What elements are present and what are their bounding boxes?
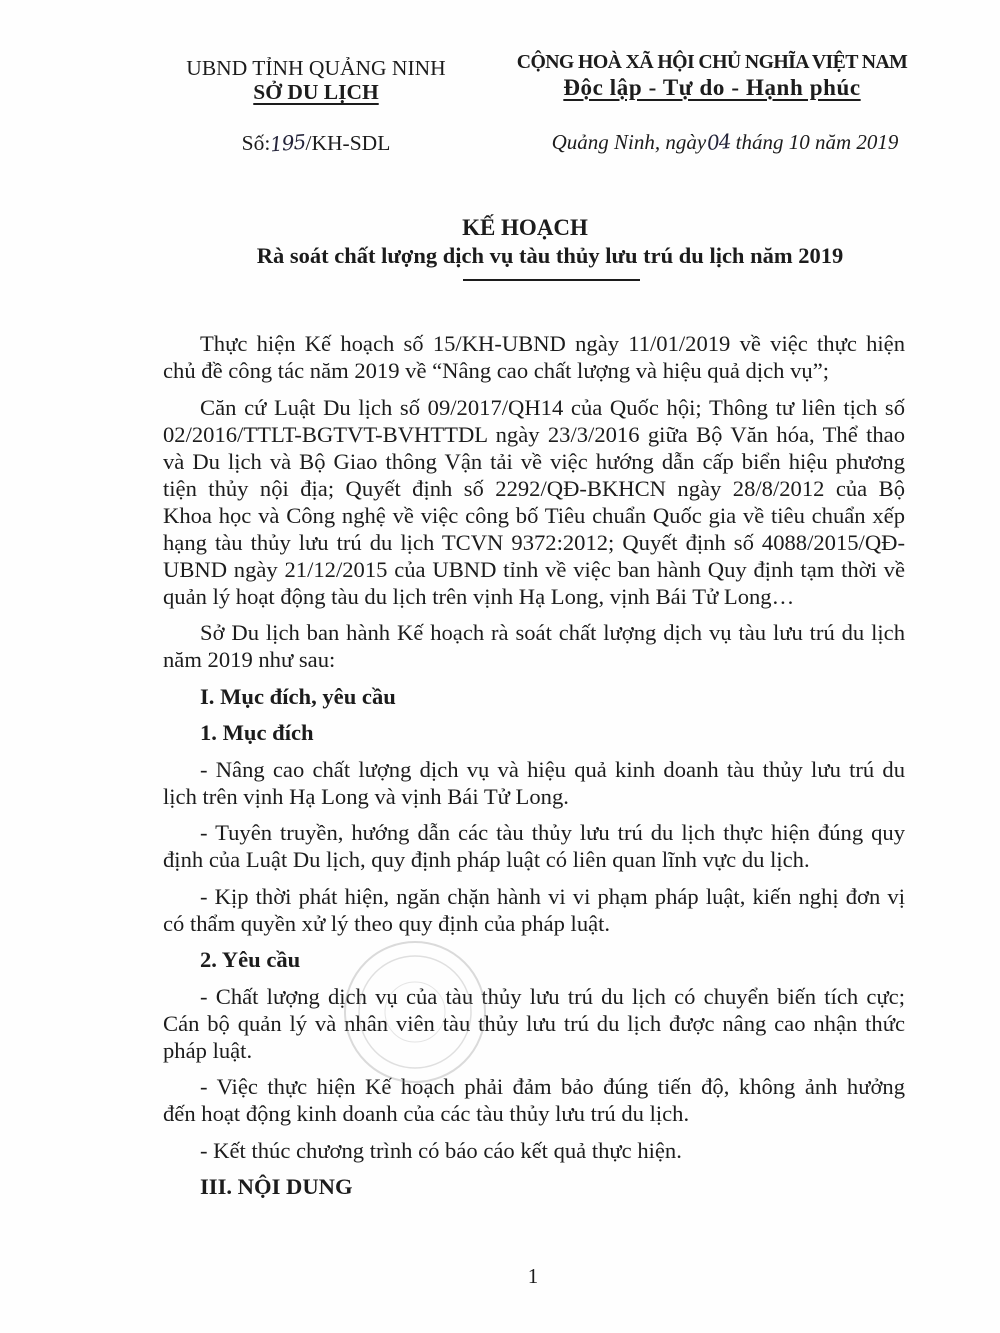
text-line: - Kết thúc chương trình có báo cáo kết quả thực hiện.: [200, 1137, 682, 1163]
text-line: UBND ngày 21/12/2015 của UBND tỉnh về việc ban hành Quy định tạm thời về: [163, 556, 905, 582]
title-underline-divider: [463, 279, 640, 281]
paragraph-legal-basis: [163, 394, 905, 610]
text-line: Cán bộ quản lý và nhân viên tàu thủy lưu trú du lịch được nâng cao nhận thức: [163, 1010, 905, 1036]
date-prefix: Quảng Ninh, ngày: [551, 130, 707, 154]
purpose-item: [163, 819, 905, 873]
text-line: Sở Du lịch ban hành Kế hoạch rà soát chất lượng dịch vụ tàu lưu trú du lịch: [200, 620, 905, 645]
nation-name: CỘNG HOÀ XÃ HỘI CHỦ NGHĨA VIỆT NAM: [516, 51, 908, 73]
document-number: [166, 130, 466, 156]
department-wrapper: [166, 80, 466, 107]
date-day-handwritten: 04: [706, 129, 732, 155]
text-line: quản lý hoạt động tàu du lịch trên vịnh Hạ Long, vịnh Bái Tử Long…: [163, 583, 795, 609]
text-line: lịch trên vịnh Hạ Long và vịnh Bái Tử Long.: [163, 783, 569, 809]
text-line: và Du lịch và Bộ Giao thông Vận tải về việc hướng dẫn cấp biển hiệu phương: [163, 448, 905, 474]
document-number-prefix: Số:: [241, 131, 271, 155]
text-line: định của Luật Du lịch, quy định pháp luật có liên quan lĩnh vực du lịch.: [163, 847, 810, 872]
text-line: có thẩm quyền xử lý theo quy định của pháp luật.: [163, 910, 611, 936]
subsection-heading-purpose: 1. Mục đích: [200, 720, 314, 745]
section-heading-purpose-requirements: I. Mục đích, yêu cầu: [200, 683, 396, 709]
purpose-item: [163, 756, 905, 810]
paragraph-issuance: [163, 619, 905, 673]
page-number: 1: [527, 1264, 539, 1288]
document-body: [163, 330, 905, 1210]
subsection-heading-requirements: 2. Yêu cầu: [200, 947, 301, 972]
text-line: Khoa học và Công nghệ về việc công bố Tiêu chuẩn Quốc gia về tiêu chuẩn xếp: [163, 502, 905, 528]
requirement-item: [163, 983, 905, 1064]
requirement-item: [163, 1137, 905, 1164]
text-line: năm 2019 như sau:: [163, 647, 336, 672]
document-number-suffix: /KH-SDL: [305, 131, 391, 155]
section-heading-content: III. NỘI DUNG: [200, 1174, 353, 1199]
text-line: - Nâng cao chất lượng dịch vụ và hiệu quả kinh doanh tàu thủy lưu trú du: [200, 756, 905, 782]
text-line: đến hoạt động kinh doanh của các tàu thủy lưu trú du lịch.: [163, 1101, 690, 1126]
text-line: hạng tàu thủy lưu trú du lịch TCVN 9372:2012; Quyết định số 4088/2015/QĐ-: [163, 529, 905, 555]
text-line: 02/2016/TTLT-BGTVT-BVHTTDL ngày 23/3/2016 giữa Bộ Văn hóa, Thể thao: [163, 421, 905, 447]
national-motto: Độc lập - Tự do - Hạnh phúc: [563, 75, 861, 100]
issuer-block: [166, 56, 466, 107]
paragraph-implementation-basis: [163, 330, 905, 384]
document-type-title: KẾ HOẠCH: [462, 215, 588, 240]
text-line: - Tuyên truyền, hướng dẫn các tàu thủy lưu trú du lịch thực hiện đúng quy: [200, 820, 905, 845]
text-line: - Chất lượng dịch vụ của tàu thủy lưu trú du lịch có chuyển biến tích cực;: [200, 983, 905, 1009]
national-header: [502, 50, 922, 103]
text-line: tiện thủy nội địa; Quyết định số 2292/QĐ-BKHCN ngày 28/8/2012 của Bộ: [163, 475, 905, 501]
requirement-item: [163, 1073, 905, 1127]
motto-wrapper: [502, 75, 922, 103]
text-line: pháp luật.: [163, 1037, 253, 1063]
text-line: - Kịp thời phát hiện, ngăn chặn hành vi vi phạm pháp luật, kiến nghị đơn vị: [200, 883, 905, 909]
document-number-handwritten: 195: [269, 129, 307, 157]
faded-seal: [340, 937, 490, 1087]
text-line: chủ đề công tác năm 2019 về “Nâng cao chất lượng và hiệu quả dịch vụ”;: [163, 358, 829, 383]
text-line: Thực hiện Kế hoạch số 15/KH-UBND ngày 11/01/2019 về việc thực hiện: [200, 331, 905, 356]
issuing-authority: UBND TỈNH QUẢNG NINH: [186, 56, 446, 80]
date-suffix: tháng 10 năm 2019: [735, 130, 899, 154]
text-line: - Việc thực hiện Kế hoạch phải đảm bảo đúng tiến độ, không ảnh hưởng: [200, 1074, 905, 1099]
place-and-date: [540, 129, 910, 155]
document-subject: Rà soát chất lượng dịch vụ tàu thủy lưu trú du lịch năm 2019: [256, 243, 844, 268]
issuing-department: SỞ DU LỊCH: [253, 80, 379, 104]
text-line: Căn cứ Luật Du lịch số 09/2017/QH14 của Quốc hội; Thông tư liên tịch số: [200, 394, 905, 420]
purpose-item: [163, 883, 905, 937]
